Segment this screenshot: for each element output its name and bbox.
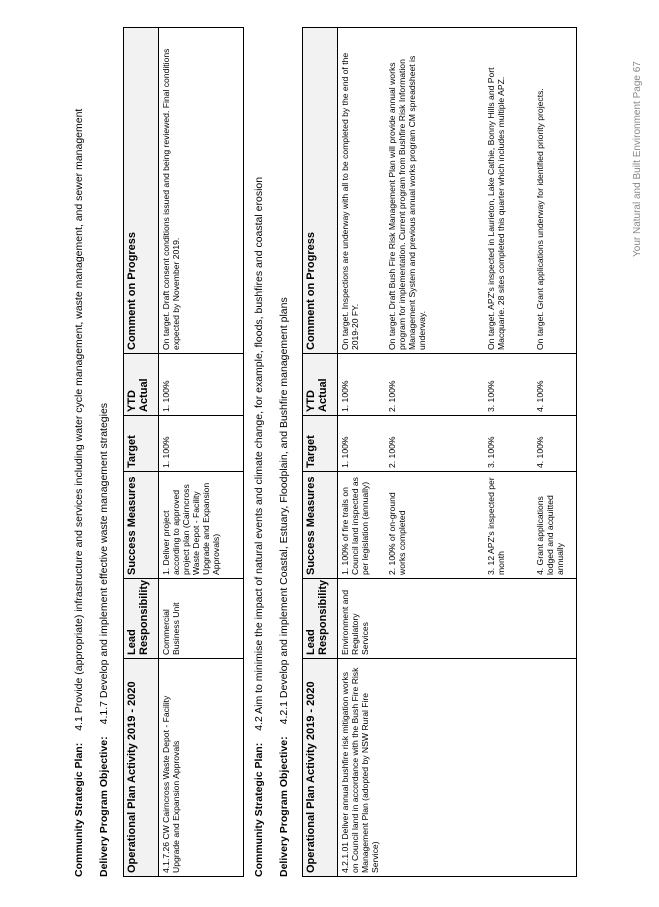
col-target: Target xyxy=(124,416,159,472)
dpo-line-1 xyxy=(98,403,110,877)
dpo-label-1: Delivery Program Objective: xyxy=(98,736,110,877)
csp-line-1 xyxy=(73,109,85,877)
measure-item: 2. 100% of on-ground works completed xyxy=(387,492,407,575)
target-item: 2. 100% xyxy=(387,436,397,468)
comment-item: On target. Inspections are underway with all to be completed by the end of the 2019-20 FY. xyxy=(340,52,360,350)
target-item: 4. 100% xyxy=(535,436,545,468)
dpo-line-2 xyxy=(278,297,290,877)
col-comment: Comment on Progress xyxy=(303,28,338,354)
target-item: 3. 100% xyxy=(486,436,496,468)
comment-cell xyxy=(338,28,577,354)
csp-text-2: 4.2 Aim to minimise the impact of natural events and climate change, for example, floods, bushfires and coastal erosion xyxy=(253,176,265,731)
actual-item: 2. 100% xyxy=(387,380,397,412)
csp-label-2: Community Strategic Plan: xyxy=(253,742,265,877)
csp-label-1: Community Strategic Plan: xyxy=(73,742,85,877)
table-row xyxy=(338,28,577,877)
measure-item: 1. Deliver project according to approved project plan (Cairncross Waste Depot - Facility Upgrade and Expansion Approvals) xyxy=(161,482,221,575)
col-measures: Success Measures xyxy=(303,472,338,579)
comment-item: On target. Grant applications underway for identified priority projects. xyxy=(535,88,545,350)
col-target: Target xyxy=(303,416,338,472)
col-comment: Comment on Progress xyxy=(124,28,159,354)
actual-item: 3. 100% xyxy=(486,380,496,412)
actual-item: 1. 100% xyxy=(340,380,350,412)
target-cell xyxy=(159,416,244,472)
comment-item: On target. Draft Bush Fire Risk Management Plan will provide annual works program for implementation. Current program from Bushfire Risk Information Management System and previous annual works program CM spreadsheet is underway. xyxy=(387,55,427,350)
table-1-header-row xyxy=(124,28,159,877)
page-footer: Your Natural and Built Environment Page 67 xyxy=(632,61,643,257)
actual-cell xyxy=(338,354,577,416)
table-2-header-row xyxy=(303,28,338,877)
comment-item: On target. Draft consent conditions issued and being reviewed. Final conditions expected by November 2019. xyxy=(161,48,181,350)
comment-item: On target. APZ's inspected in Laurieton, Lake Cathie, Bonny Hills and Port Macquarie. 28 sites completed this quarter which includes multiple APZ. xyxy=(486,67,506,350)
activity-cell: 4.2.1.01 Deliver annual bushfire risk mitigation works on Council land in accordance with the Bush Fire Risk Management Plan (adopted by NSW Rural Fire Service) xyxy=(338,659,577,877)
target-cell xyxy=(338,416,577,472)
table-1 xyxy=(123,27,244,877)
actual-item: 4. 100% xyxy=(535,380,545,412)
csp-text-1: 4.1 Provide (appropriate) infrastructure and services including water cycle management, waste management, and sewer management xyxy=(73,108,85,731)
table-2 xyxy=(302,27,577,877)
dpo-label-2: Delivery Program Objective: xyxy=(278,736,290,877)
dpo-text-2: 4.2.1 Develop and implement Coastal, Estuary, Floodplain, and Bushfire management plans xyxy=(278,297,290,725)
col-lead: Lead Responsibility xyxy=(303,579,338,659)
target-item: 1. 100% xyxy=(161,436,171,468)
activity-cell: 4.1.7.26 CW Cairncross Waste Depot - Facility Upgrade and Expansion Approvals xyxy=(159,659,244,877)
measures-cell xyxy=(159,472,244,579)
actual-item: 1. 100% xyxy=(161,380,171,412)
measure-item: 3. 12 APZ's inspected per month xyxy=(486,477,506,575)
comment-cell xyxy=(159,28,244,354)
col-ytd: YTD Actual xyxy=(124,354,159,416)
measures-cell xyxy=(338,472,577,579)
lead-cell: Commercial Business Unit xyxy=(159,579,244,659)
measure-item: 1. 100% of fire trails on Council land inspected as per legislation (annually) xyxy=(340,477,370,575)
actual-cell xyxy=(159,354,244,416)
col-measures: Success Measures xyxy=(124,472,159,579)
col-lead: Lead Responsibility xyxy=(124,579,159,659)
col-activity: Operational Plan Activity 2019 - 2020 xyxy=(303,659,338,877)
col-ytd: YTD Actual xyxy=(303,354,338,416)
csp-line-2 xyxy=(253,177,265,877)
lead-cell: Environment and Regulatory Services xyxy=(338,579,577,659)
col-activity: Operational Plan Activity 2019 - 2020 xyxy=(124,659,159,877)
target-item: 1. 100% xyxy=(340,436,350,468)
table-row xyxy=(159,28,244,877)
dpo-text-1: 4.1.7 Develop and implement effective waste management strategies xyxy=(98,402,110,725)
measure-item: 4. Grant applications lodged and acquitted annually xyxy=(535,495,565,575)
